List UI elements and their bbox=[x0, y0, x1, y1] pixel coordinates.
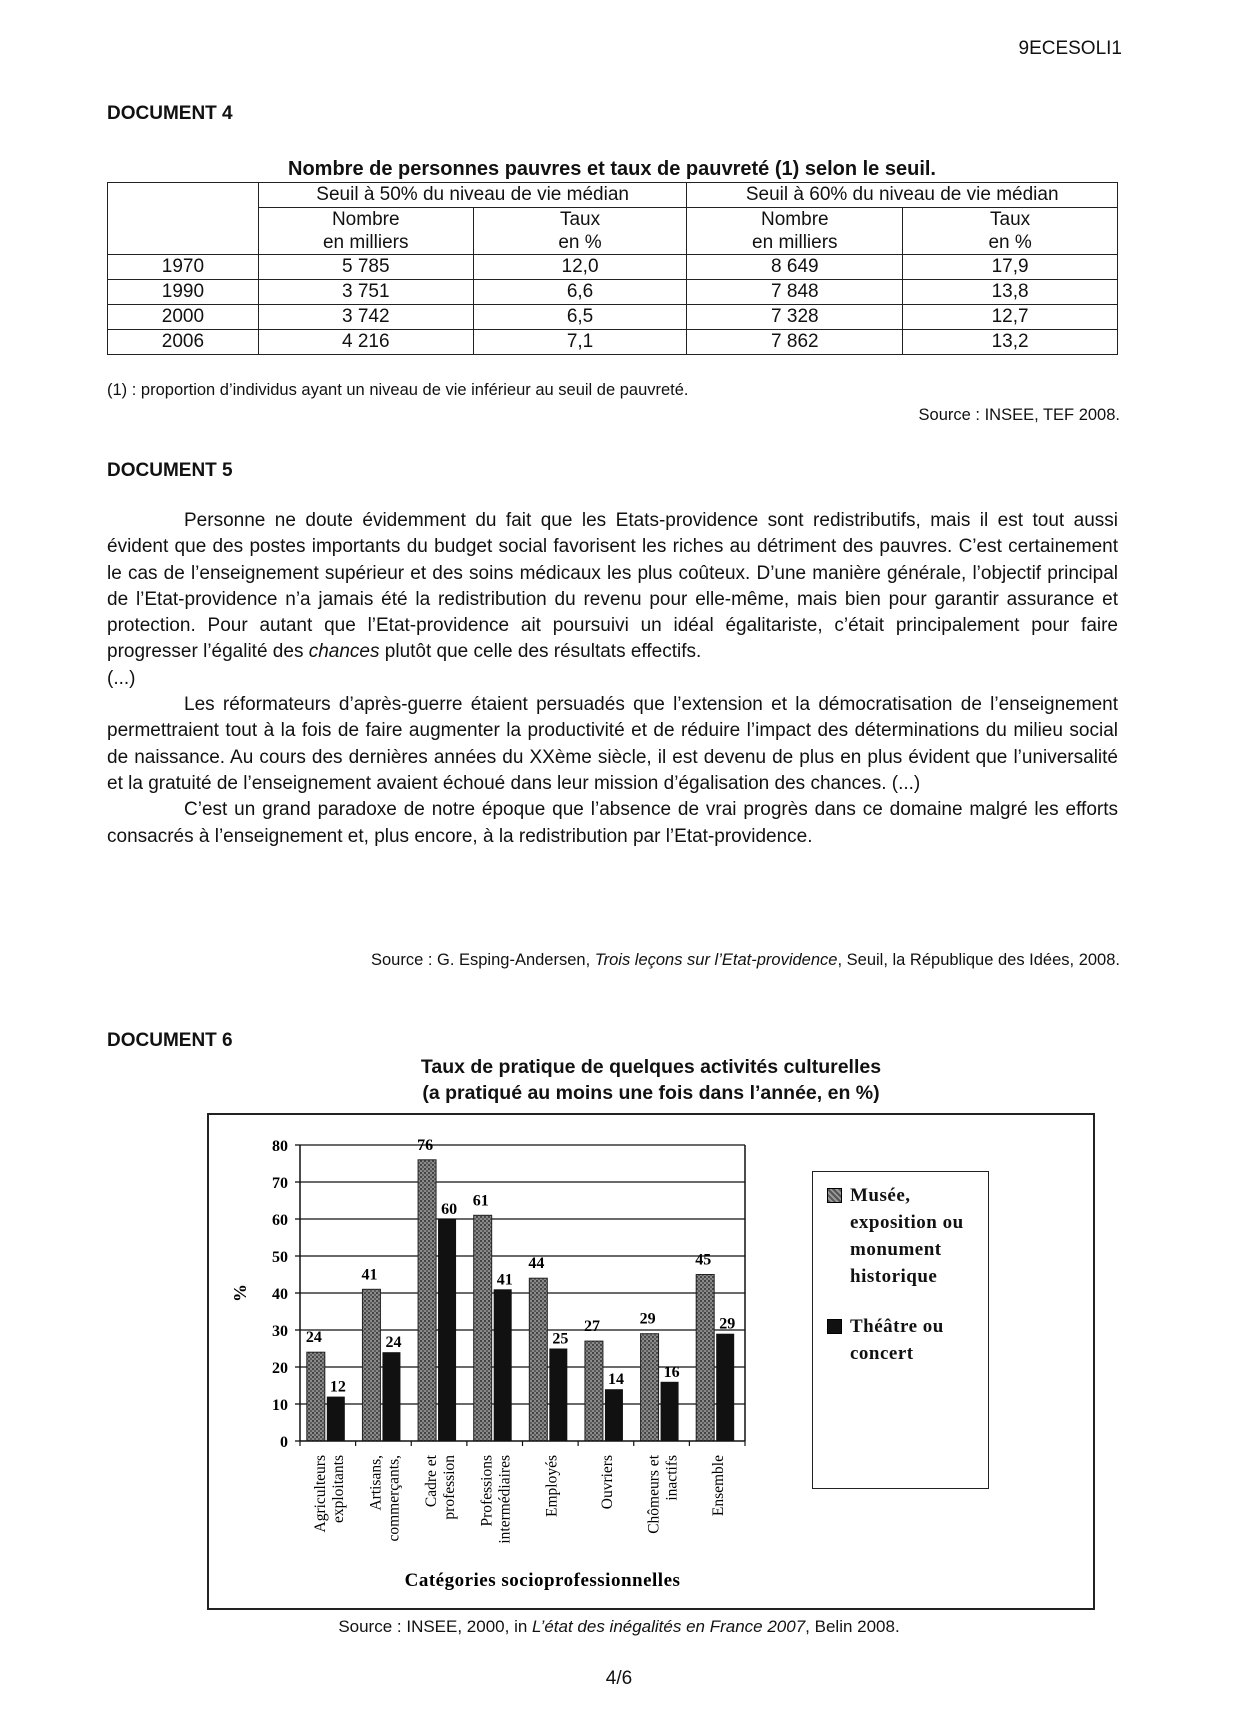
svg-text:16: 16 bbox=[663, 1363, 680, 1381]
document-5-source: Source : G. Esping-Andersen, Trois leçons sur l’Etat-providence, Seuil, la République des Idées, 2008. bbox=[370, 951, 1120, 969]
svg-text:intermédiaires: intermédiaires bbox=[496, 1455, 514, 1544]
svg-text:50: 50 bbox=[272, 1249, 288, 1266]
svg-text:Ensemble: Ensemble bbox=[710, 1455, 728, 1517]
svg-text:inactifs: inactifs bbox=[663, 1455, 681, 1501]
legend-swatch-musee bbox=[827, 1188, 842, 1203]
document-6-heading: DOCUMENT 6 bbox=[107, 1030, 233, 1051]
svg-text:14: 14 bbox=[607, 1371, 624, 1389]
svg-text:27: 27 bbox=[583, 1318, 600, 1336]
svg-text:29: 29 bbox=[639, 1310, 656, 1328]
svg-text:24: 24 bbox=[385, 1334, 402, 1352]
legend-label-theatre: Théâtre ou concert bbox=[850, 1316, 944, 1364]
poverty-table-title: Nombre de personnes pauvres et taux de pauvreté (1) selon le seuil. bbox=[288, 158, 936, 180]
svg-text:Ouvriers: Ouvriers bbox=[598, 1455, 616, 1510]
svg-text:60: 60 bbox=[441, 1201, 458, 1218]
legend-item-theatre bbox=[827, 1313, 944, 1367]
chart-legend bbox=[812, 1171, 989, 1489]
group-header-60: Seuil à 60% du niveau de vie médian bbox=[687, 183, 1118, 208]
group-header-50: Seuil à 50% du niveau de vie médian bbox=[258, 183, 687, 208]
svg-text:25: 25 bbox=[552, 1330, 569, 1348]
svg-text:Chômeurs et: Chômeurs et bbox=[645, 1455, 663, 1534]
svg-text:Cadre et: Cadre et bbox=[423, 1455, 441, 1508]
legend-swatch-theatre bbox=[827, 1319, 842, 1334]
svg-text:61: 61 bbox=[472, 1192, 489, 1210]
svg-text:60: 60 bbox=[272, 1212, 288, 1229]
paragraph-2: Les réformateurs d’après-guerre étaient persuadés que l’extension et la démocratisation de l’enseignement permettraient tout à la fois de faire augmenter la productivité et de réduire l’impact des déterminations du milieu social de naissance. Au cours des dernières années du XXème siècle, il est devenu de plus en plus évident que l’universalité et la gratuité de l’enseignement avaient échoué dans leur mission d’égalisation des chances. (...) bbox=[107, 694, 1118, 794]
document-code: 9ECESOLI1 bbox=[1018, 38, 1122, 59]
svg-text:Agriculteurs: Agriculteurs bbox=[311, 1455, 329, 1533]
svg-text:%: % bbox=[230, 1284, 250, 1302]
paragraph-3: C’est un grand paradoxe de notre époque que l’absence de vrai progrès dans ce domaine malgré les efforts consacrés à l’enseignement et, plus encore, à la redistribution par l’Etat-providence. bbox=[107, 799, 1118, 847]
svg-text:Professions: Professions bbox=[478, 1455, 496, 1527]
paragraph-1: Personne ne doute évidemment du fait que les Etats-providence sont redistributifs, mais il est tout aussi évident que des postes importants du budget social favorisent les riches au détriment des pauvres. C’est certainement le cas de l’enseignement supérieur et des soins médicaux les plus coûteux. D’une manière générale, l’objectif principal de l’Etat-providence n’a jamais été la redistribution du revenu pour elle-même, mais bien pour garantir assurance et protection. Pour autant que l’Etat-providence ait poursuivi un idéal égalitariste, c’était principalement pour faire progresser l’égalité des chances plutôt que celle des résultats effectifs. bbox=[107, 510, 1118, 663]
ellipsis: (...) bbox=[107, 667, 136, 689]
svg-text:10: 10 bbox=[272, 1397, 288, 1414]
svg-text:12: 12 bbox=[329, 1378, 346, 1396]
svg-text:Artisans,: Artisans, bbox=[367, 1455, 385, 1511]
legend-label-musee: Musée, exposition ou monument historique bbox=[850, 1185, 964, 1287]
svg-text:exploitants: exploitants bbox=[329, 1455, 347, 1524]
svg-text:30: 30 bbox=[272, 1323, 288, 1340]
document-4-source: Source : INSEE, TEF 2008. bbox=[918, 406, 1120, 424]
svg-text:commerçants,: commerçants, bbox=[385, 1455, 403, 1542]
chart-title: Taux de pratique de quelques activités culturelles (a pratiqué au moins une fois dans l’année, en %) bbox=[420, 1056, 882, 1104]
svg-text:44: 44 bbox=[528, 1255, 545, 1273]
table-row: 2006 4 216 7,1 7 862 13,2 bbox=[108, 330, 1118, 355]
document-5-heading: DOCUMENT 5 bbox=[107, 460, 233, 481]
svg-text:76: 76 bbox=[417, 1136, 434, 1154]
table-row: 1970 5 785 12,0 8 649 17,9 bbox=[108, 255, 1118, 280]
svg-text:24: 24 bbox=[305, 1329, 322, 1347]
svg-text:40: 40 bbox=[272, 1286, 288, 1303]
document-6-source: Source : INSEE, 2000, in L’état des inégalités en France 2007, Belin 2008. bbox=[338, 1617, 900, 1636]
svg-text:29: 29 bbox=[719, 1315, 736, 1333]
svg-text:Catégories socioprofessionnell: Catégories socioprofessionnelles bbox=[404, 1570, 681, 1591]
chart-bars bbox=[307, 1160, 734, 1441]
col-header-taux-60: Taux en % bbox=[903, 208, 1118, 255]
svg-text:41: 41 bbox=[361, 1266, 378, 1284]
table-footnote: (1) : proportion d’individus ayant un niveau de vie inférieur au seuil de pauvreté. bbox=[107, 381, 689, 399]
table-row: 1990 3 751 6,6 7 848 13,8 bbox=[108, 280, 1118, 305]
svg-text:70: 70 bbox=[272, 1175, 288, 1192]
col-header-taux-50: Taux en % bbox=[473, 208, 687, 255]
col-header-nombre-50: Nombre en milliers bbox=[258, 208, 473, 255]
table-row: 2000 3 742 6,5 7 328 12,7 bbox=[108, 305, 1118, 330]
col-header-nombre-60: Nombre en milliers bbox=[687, 208, 903, 255]
svg-text:Employés: Employés bbox=[543, 1455, 561, 1517]
legend-item-musee bbox=[827, 1182, 964, 1290]
svg-text:45: 45 bbox=[695, 1251, 712, 1269]
document-4-heading: DOCUMENT 4 bbox=[107, 103, 233, 124]
svg-text:0: 0 bbox=[280, 1434, 288, 1451]
svg-text:80: 80 bbox=[272, 1138, 288, 1155]
page-number: 4/6 bbox=[605, 1668, 633, 1689]
svg-text:profession: profession bbox=[441, 1455, 459, 1520]
svg-text:20: 20 bbox=[272, 1360, 288, 1377]
svg-text:41: 41 bbox=[496, 1271, 513, 1289]
